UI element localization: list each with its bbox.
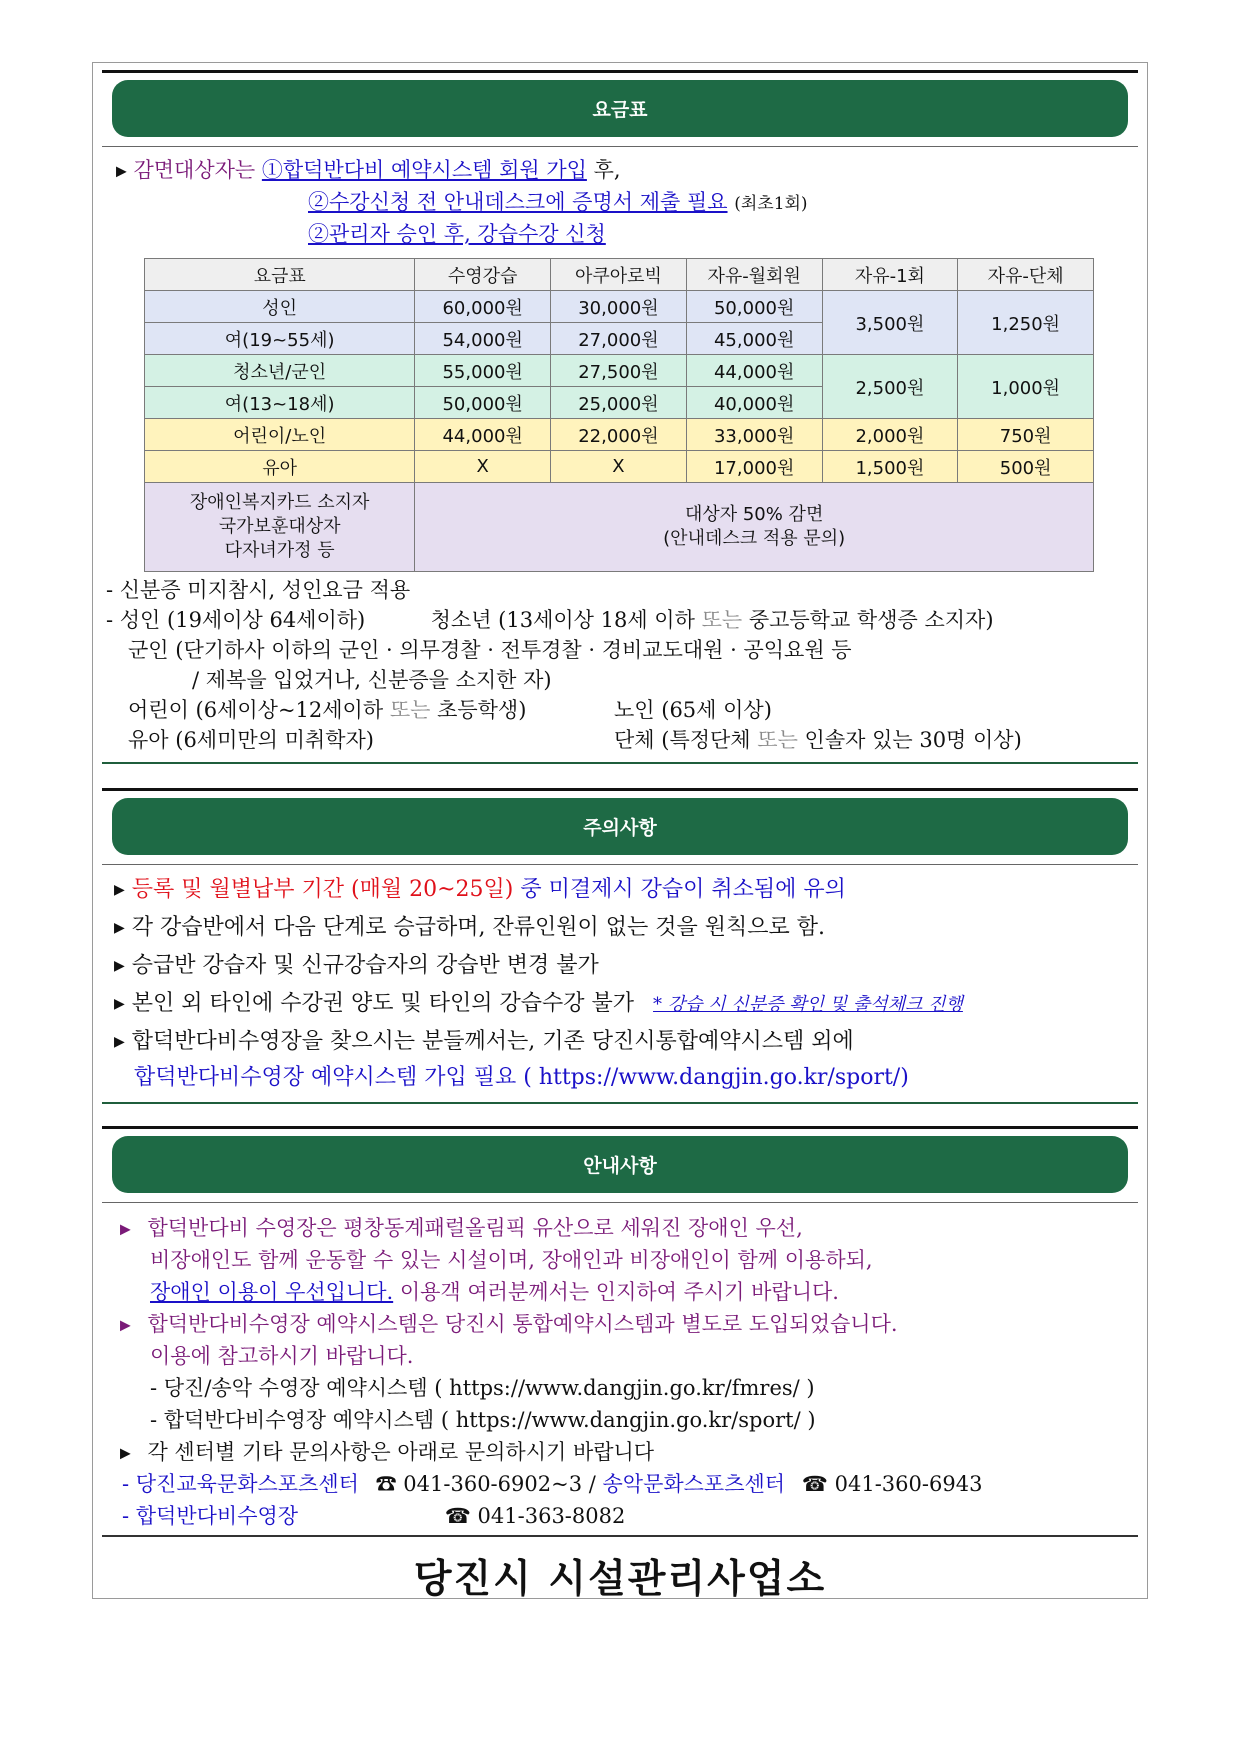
contact-center-name: - 당진교육문화스포츠센터 [122,1472,359,1496]
info-line-3 [150,1278,839,1306]
caution-item-2 [114,914,825,942]
phone-icon: ☎ [375,1472,397,1496]
row-label: 성인 [145,291,415,323]
note-id-missing: - 신분증 미지참시, 성인요금 적용 [106,578,411,602]
discount-step-1: ①합덕반다비 예약시스템 회원 가입 [261,158,587,182]
header-cell: 자유-1회 [822,259,958,291]
info-text: 합덕반다비 수영장은 평창동계패럴올림픽 유산으로 세워진 장애인 우선, [147,1216,803,1240]
caution-text: 합덕반다비수영장을 찾으시는 분들께서는, 기존 당진시통합예약시스템 외에 [131,1029,854,1054]
contact-line-1 [122,1470,982,1498]
discount-line-2 [308,188,808,218]
fee-table [144,258,1094,572]
table-cell: 27,000원 [551,323,687,355]
contact-center-name: 송악문화스포츠센터 [602,1472,786,1496]
discount-line-1 [116,156,621,186]
caution-item-5 [114,1028,854,1056]
note-or: 또는 [757,728,798,752]
triangle-bullet-icon: ▶ [114,1034,125,1050]
table-cell: 2,500원 [822,355,958,419]
table-cell: 1,500원 [822,451,958,483]
table-cell: 750원 [958,419,1094,451]
info-text: 이용에 참고하시기 바랍니다. [150,1344,414,1368]
table-cell: 44,000원 [415,419,551,451]
table-cell: 44,000원 [686,355,822,387]
triangle-bullet-icon: ▶ [114,958,125,974]
table-row [145,419,1094,451]
table-cell: 45,000원 [686,323,822,355]
discount-step-2: ②수강신청 전 안내데스크에 증명서 제출 필요 [308,190,728,214]
table-cell: 40,000원 [686,387,822,419]
table-cell: X [415,451,551,483]
note-military-2: / 제복을 입었거나, 신분증을 소지한 자) [192,668,552,692]
table-row [145,355,1094,387]
table-cell: 3,500원 [822,291,958,355]
triangle-bullet-icon: ▶ [114,882,125,898]
info-text: 합덕반다비수영장 예약시스템은 당진시 통합예약시스템과 별도로 도입되었습니다. [147,1312,898,1336]
header-cell: 자유-단체 [958,259,1094,291]
row-label: 여(13~18세) [145,387,415,419]
caution-item-4 [114,990,963,1019]
caution-period-rest: 중 미결제시 강습이 취소됨에 유의 [520,877,846,902]
contact-center-name: - 합덕반다비수영장 [122,1504,299,1528]
row-label [145,483,415,572]
row-label: 여(19~55세) [145,323,415,355]
note-child-b: 초등학생) [437,698,527,722]
table-cell: 25,000원 [551,387,687,419]
note-or: 또는 [701,608,743,632]
caution-period: 등록 및 월별납부 기간 (매월 20~25일) [131,877,514,902]
caution-text: 각 강습반에서 다음 단계로 승급하며, 잔류인원이 없는 것을 원칙으로 함. [131,915,826,940]
table-cell: 2,000원 [822,419,958,451]
fee-section-banner: 요금표 [112,80,1128,137]
header-cell: 수영강습 [415,259,551,291]
note-elderly: 노인 (65세 이상) [614,698,772,722]
info-priority: 장애인 이용이 우선입니다. [150,1280,394,1304]
triangle-bullet-icon: ▶ [114,996,125,1012]
table-cell: 500원 [958,451,1094,483]
header-cell: 아쿠아로빅 [551,259,687,291]
note-ages-1 [106,606,994,634]
caution-section-banner: 주의사항 [112,798,1128,855]
discount-text: (안내데스크 적용 문의) [663,528,846,549]
info-text: 비장애인도 함께 운동할 수 있는 시설이며, 장애인과 비장애인이 함께 이용하되, [150,1248,873,1272]
triangle-bullet-icon: ▶ [116,163,127,180]
table-cell: 54,000원 [415,323,551,355]
label-line: 국가보훈대상자 [218,516,341,537]
info-link-hapdeok[interactable]: - 합덕반다비수영장 예약시스템 ( https://www.dangjin.go.kr/sport/ ) [150,1408,816,1432]
note-group [614,726,1022,754]
contact-phone: 041-363-8082 [477,1504,626,1528]
table-cell: 27,500원 [551,355,687,387]
triangle-bullet-icon: ▶ [120,1317,131,1334]
row-label: 청소년/군인 [145,355,415,387]
fee-table-header [145,259,1094,291]
table-row [145,483,1094,572]
table-row [145,291,1094,323]
note-or: 또는 [389,698,431,722]
discount-step-3: ②관리자 승인 후, 강습수강 신청 [308,222,606,246]
row-label: 어린이/노인 [145,419,415,451]
label-line: 장애인복지카드 소지자 [189,492,370,513]
table-cell: 17,000원 [686,451,822,483]
contact-phone: 041-360-6943 [834,1472,983,1496]
table-cell [415,483,1094,572]
phone-icon: ☎ [801,1472,828,1496]
section-rule [102,788,1138,791]
info-text: 각 센터별 기타 문의사항은 아래로 문의하시기 바랍니다 [147,1440,655,1464]
triangle-bullet-icon: ▶ [114,920,125,936]
note-child-a: 어린이 (6세이상~12세이하 [128,698,384,722]
discount-text: 대상자 50% 감면 [684,504,824,525]
discount-lead: 감면대상자는 [133,158,256,182]
triangle-bullet-icon: ▶ [120,1221,131,1238]
header-cell: 요금표 [145,259,415,291]
row-label: 유아 [145,451,415,483]
note-child [128,696,526,724]
caution-text: 본인 외 타인에 수강권 양도 및 타인의 강습수강 불가 [131,991,635,1016]
section-rule [102,1535,1138,1537]
table-row [145,451,1094,483]
info-text: 이용객 여러분께서는 인지하여 주시기 바랍니다. [399,1280,839,1304]
caution-item-3 [114,952,599,980]
table-cell: 30,000원 [551,291,687,323]
section-rule [102,762,1138,764]
caution-item-1 [114,876,846,904]
info-item-3 [120,1438,654,1468]
organization-title: 당진시 시설관리사업소 [413,1557,827,1602]
info-item-2 [120,1310,898,1340]
table-cell: 50,000원 [686,291,822,323]
discount-step-2-after: (최초1회) [734,194,808,214]
table-cell: 50,000원 [415,387,551,419]
table-cell: 1,000원 [958,355,1094,419]
section-rule [102,1102,1138,1104]
discount-step-1-after: 후, [593,158,621,182]
info-link-dangjin[interactable]: - 당진/송악 수영장 예약시스템 ( https://www.dangjin.go.kr/fmres/ ) [150,1376,815,1400]
label-line: 다자녀가정 등 [224,540,335,561]
note-military: 군인 (단기하사 이하의 군인 · 의무경찰 · 전투경찰 · 경비교도대원 · 공익요원 등 [128,638,852,662]
table-cell: 33,000원 [686,419,822,451]
info-section-banner: 안내사항 [112,1136,1128,1193]
section-rule [102,146,1138,147]
section-rule [102,1202,1138,1203]
section-rule [102,864,1138,865]
table-cell: 22,000원 [551,419,687,451]
phone-icon: ☎ [444,1504,471,1528]
caution-signup-link[interactable]: 합덕반다비수영장 예약시스템 가입 필요 ( https://www.dangjin.go.kr/sport/) [134,1065,909,1090]
caution-text: 승급반 강습자 및 신규강습자의 강습반 변경 불가 [131,953,599,978]
discount-line-3 [308,220,606,248]
note-adult: - 성인 (19세이상 64세이하) [106,608,366,632]
note-youth-2: 중고등학교 학생증 소지자) [748,608,994,632]
table-cell: 1,250원 [958,291,1094,355]
triangle-bullet-icon: ▶ [120,1445,131,1462]
note-group-a: 단체 (특정단체 [614,728,751,752]
info-item-1 [120,1214,803,1244]
note-youth: 청소년 (13세이상 18세 이하 [430,608,695,632]
contact-phone: 041-360-6902~3 / [403,1472,596,1496]
section-rule [102,1126,1138,1129]
section-rule [102,70,1138,73]
table-cell: 60,000원 [415,291,551,323]
table-cell: X [551,451,687,483]
note-group-b: 인솔자 있는 30명 이상) [804,728,1022,752]
note-infant: 유아 (6세미만의 미취학자) [128,728,374,752]
caution-note: * 강습 시 신분증 확인 및 출석체크 진행 [653,994,963,1015]
header-cell: 자유-월회원 [686,259,822,291]
table-cell: 55,000원 [415,355,551,387]
contact-line-2 [122,1502,625,1530]
